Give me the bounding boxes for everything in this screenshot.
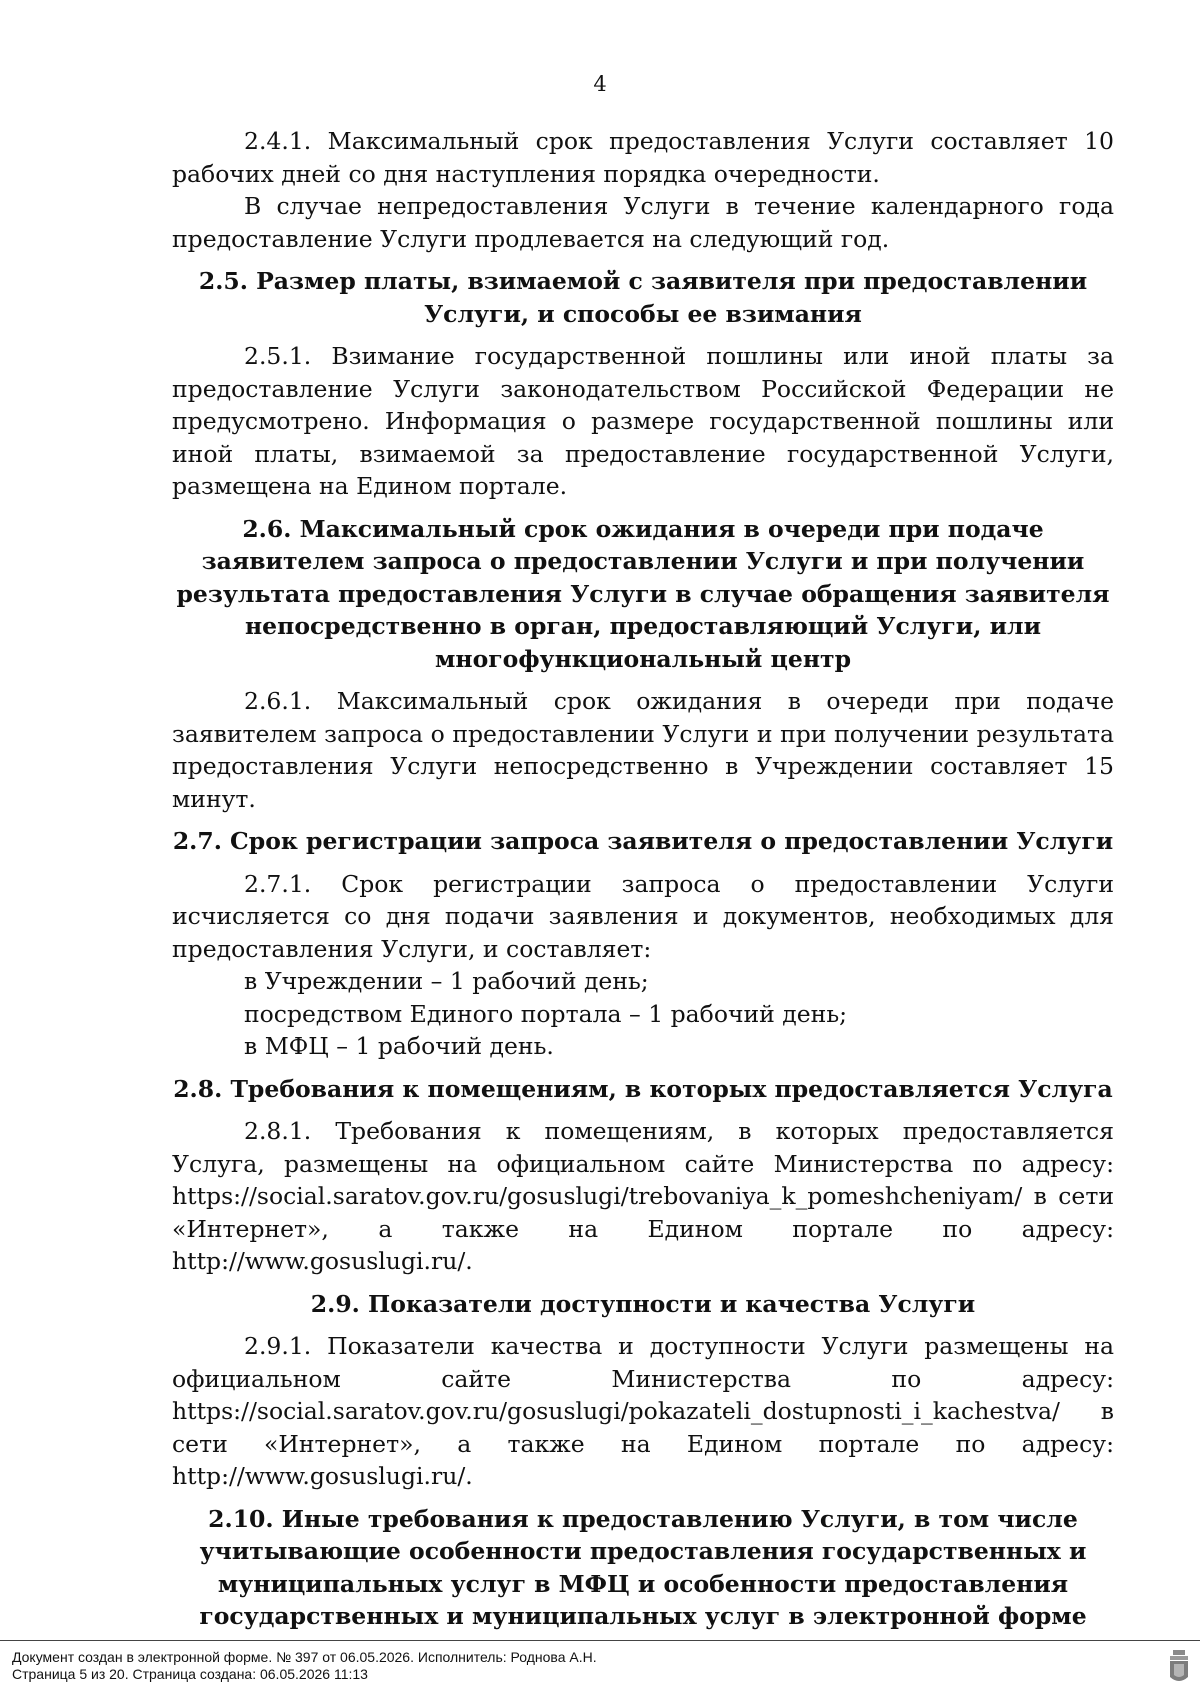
list-item-2-7-1-a: в Учреждении – 1 рабочий день; bbox=[244, 967, 649, 995]
section-heading-2-6: 2.6. Максимальный срок ожидания в очереди при подаче заявителем запроса о предоставлении Услуги и при получении результата предоставления Услуги в случае обращения заявителя непосредственно в орган, предоставляющий Услуги, или многофункциональный центр bbox=[176, 514, 1110, 673]
list-item-2-7-1-b: посредством Единого портала – 1 рабочий день; bbox=[244, 999, 848, 1028]
paragraph-2-7-1: 2.7.1. Срок регистрации запроса о предоставлении Услуги исчисляется со дня подачи заявления и документов, необходимых для предоставления Услуги, и составляет: bbox=[172, 869, 1114, 963]
paragraph-2-6-1: 2.6.1. Максимальный срок ожидания в очереди при подаче заявителем запроса о предоставлении Услуги и при получении результата предоставления Услуги непосредственно в Учреждении составляет 15 минут. bbox=[172, 687, 1114, 813]
document-footer bbox=[0, 1640, 1200, 1699]
section-heading-2-8: 2.8. Требования к помещениям, в которых предоставляется Услуга bbox=[173, 1074, 1113, 1103]
paragraph-2-5-1: 2.5.1. Взимание государственной пошлины или иной платы за предоставление Услуги законодательством Российской Федерации не предусмотрено. Информация о размере государственной пошлины или иной платы, взимаемой за предоставление государственной Услуги, размещена на Едином портале. bbox=[172, 342, 1114, 500]
paragraph-2-8-1: 2.8.1. Требования к помещениям, в которых предоставляется Услуга, размещены на официальном сайте Министерства по адресу: https://social.saratov.gov.ru/gosuslugi/trebovaniya_k_pomeshcheniyam/ в сети «Интернет», а также на Едином портале по адресу: http://www.gosuslugi.ru/. bbox=[172, 1117, 1114, 1275]
footer-line-page-info: Страница 5 из 20. Страница создана: 06.05.2026 11:13 bbox=[12, 1666, 368, 1682]
section-heading-2-7: 2.7. Срок регистрации запроса заявителя о предоставлении Услуги bbox=[172, 827, 1114, 855]
coat-of-arms-icon bbox=[1168, 1649, 1190, 1692]
footer-text bbox=[12, 1649, 597, 1683]
paragraph-2-4-1-continued: В случае непредоставления Услуги в течение календарного года предоставление Услуги продлевается на следующий год. bbox=[172, 192, 1114, 253]
section-heading-2-10: 2.10. Иные требования к предоставлению Услуги, в том числе учитывающие особенности предоставления государственных и муниципальных услуг в МФЦ и особенности предоставления государственных и муниципальных услуг в электронной форме bbox=[199, 1504, 1087, 1630]
document-body bbox=[172, 125, 1114, 1643]
section-heading-2-9: 2.9. Показатели доступности и качества Услуги bbox=[310, 1289, 976, 1318]
footer-line-document-info: Документ создан в электронной форме. № 397 от 06.05.2026. Исполнитель: Роднова А.Н. bbox=[12, 1649, 597, 1665]
paragraph-2-9-1: 2.9.1. Показатели качества и доступности Услуги размещены на официальном сайте Министерства по адресу: https://social.saratov.gov.ru/gosuslugi/pokazateli_dostupnosti_i_kachestva/ в сети «Интернет», а также на Едином портале по адресу: http://www.gosuslugi.ru/. bbox=[172, 1332, 1114, 1490]
section-heading-2-5: 2.5. Размер платы, взимаемой с заявителя при предоставлении Услуги, и способы ее взимания bbox=[198, 267, 1088, 328]
paragraph-2-4-1: 2.4.1. Максимальный срок предоставления Услуги составляет 10 рабочих дней со дня наступления порядка очередности. bbox=[172, 127, 1114, 188]
page-number: 4 bbox=[593, 72, 607, 96]
list-item-2-7-1-c: в МФЦ – 1 рабочий день. bbox=[244, 1032, 554, 1060]
